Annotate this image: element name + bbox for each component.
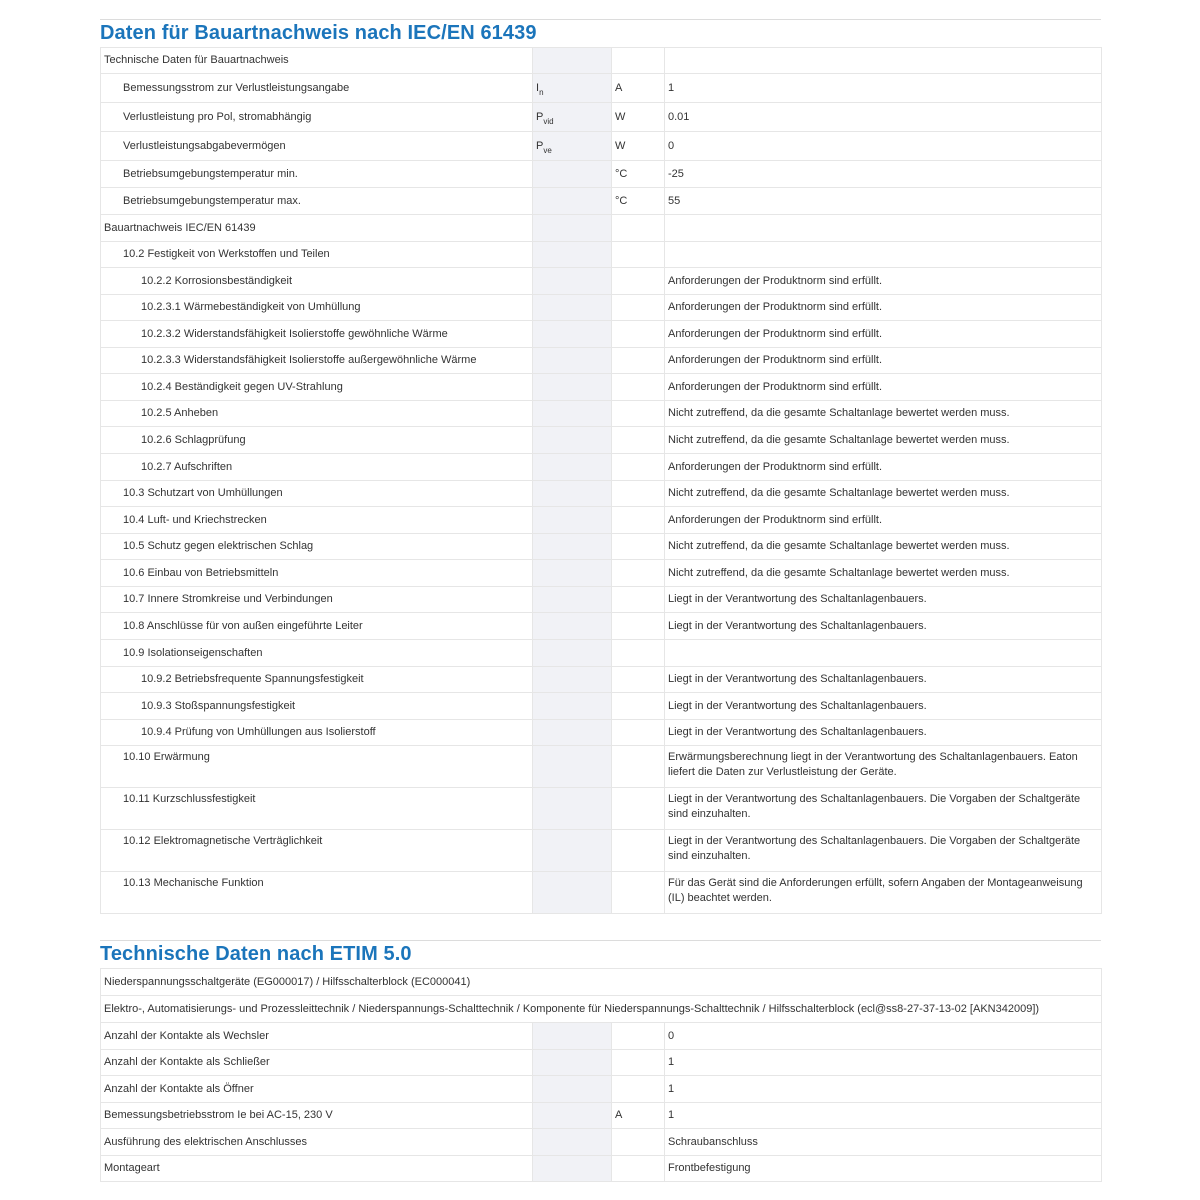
table-row: [101, 1103, 1102, 1129]
row-unit: [612, 1129, 665, 1156]
row-value: Liegt in der Verantwortung des Schaltanlagenbauers.: [665, 613, 1102, 640]
row-symbol: [533, 720, 612, 746]
row-value: Anforderungen der Produktnorm sind erfüllt.: [665, 507, 1102, 534]
row-value: [665, 640, 1102, 667]
row-value: Frontbefestigung: [665, 1156, 1102, 1182]
row-symbol: [533, 374, 612, 401]
table-row: [101, 872, 1102, 914]
row-symbol: [533, 401, 612, 427]
table-row: [101, 640, 1102, 667]
row-unit: [612, 242, 665, 268]
row-value: Liegt in der Verantwortung des Schaltanlagenbauers. Die Vorgaben der Schaltgeräte sind einzuhalten.: [665, 788, 1102, 830]
row-label: 10.10 Erwärmung: [101, 746, 533, 788]
table-row: [101, 1076, 1102, 1103]
row-value: Anforderungen der Produktnorm sind erfüllt.: [665, 454, 1102, 481]
row-label: 10.2.5 Anheben: [101, 401, 533, 427]
row-symbol: [533, 640, 612, 667]
row-label: 10.9.3 Stoßspannungsfestigkeit: [101, 693, 533, 720]
table-row: [101, 1050, 1102, 1076]
row-unit: [612, 640, 665, 667]
row-symbol: [533, 746, 612, 788]
symbol-text: P: [536, 139, 544, 152]
row-label: Montageart: [101, 1156, 533, 1182]
row-label: 10.8 Anschlüsse für von außen eingeführte Leiter: [101, 613, 533, 640]
row-unit: [612, 1050, 665, 1076]
table-row: [101, 295, 1102, 321]
row-value: 0: [665, 1023, 1102, 1050]
row-unit: [612, 374, 665, 401]
row-value: 55: [665, 188, 1102, 215]
row-symbol: [533, 161, 612, 188]
row-value: Anforderungen der Produktnorm sind erfüllt.: [665, 374, 1102, 401]
row-label: Bemessungsbetriebsstrom Ie bei AC-15, 230 V: [101, 1103, 533, 1129]
row-value: -25: [665, 161, 1102, 188]
classification-text: Elektro-, Automatisierungs- und Prozessleittechnik / Niederspannungs-Schalttechnik / Komponente für Niederspannungs-Schalttechnik / Hilfsschalterblock (ecl@ss8-27-37-13-02 [AKN342009]): [101, 996, 1102, 1023]
table-row: [101, 48, 1102, 74]
row-symbol: [533, 1129, 612, 1156]
row-symbol: [533, 693, 612, 720]
classification-row: [101, 969, 1102, 996]
row-unit: W: [612, 132, 665, 161]
row-label: 10.5 Schutz gegen elektrischen Schlag: [101, 534, 533, 560]
table-row: [101, 74, 1102, 103]
row-unit: [612, 348, 665, 374]
bauartnachweis-table: [100, 47, 1102, 914]
row-unit: [612, 454, 665, 481]
row-value: 1: [665, 74, 1102, 103]
table-row: [101, 613, 1102, 640]
row-symbol: [533, 242, 612, 268]
row-unit: [612, 401, 665, 427]
table-row: [101, 242, 1102, 268]
row-unit: W: [612, 103, 665, 132]
row-symbol: [533, 872, 612, 914]
row-symbol: [533, 454, 612, 481]
row-value: [665, 48, 1102, 74]
row-unit: A: [612, 1103, 665, 1129]
table-row: [101, 534, 1102, 560]
row-unit: [612, 746, 665, 788]
table-row: [101, 693, 1102, 720]
row-unit: [612, 321, 665, 348]
symbol-subscript: n: [539, 87, 544, 97]
row-value: Nicht zutreffend, da die gesamte Schaltanlage bewertet werden muss.: [665, 560, 1102, 587]
row-symbol: [533, 132, 612, 161]
row-value: Anforderungen der Produktnorm sind erfüllt.: [665, 321, 1102, 348]
row-unit: [612, 507, 665, 534]
row-label: Verlustleistungsabgabevermögen: [101, 132, 533, 161]
row-unit: [612, 48, 665, 74]
row-symbol: [533, 830, 612, 872]
table-row: [101, 427, 1102, 454]
symbol-subscript: vid: [543, 116, 554, 126]
classification-row: [101, 996, 1102, 1023]
row-unit: [612, 788, 665, 830]
row-unit: A: [612, 74, 665, 103]
row-unit: [612, 830, 665, 872]
table-row: [101, 188, 1102, 215]
row-label: 10.2.7 Aufschriften: [101, 454, 533, 481]
etim-table: [100, 968, 1102, 1182]
row-label: 10.9.4 Prüfung von Umhüllungen aus Isolierstoff: [101, 720, 533, 746]
row-label: 10.2.3.2 Widerstandsfähigkeit Isolierstoffe gewöhnliche Wärme: [101, 321, 533, 348]
table-row: [101, 215, 1102, 242]
row-symbol: [533, 667, 612, 693]
row-unit: [612, 295, 665, 321]
row-label: 10.11 Kurzschlussfestigkeit: [101, 788, 533, 830]
row-value: 0.01: [665, 103, 1102, 132]
row-unit: [612, 872, 665, 914]
row-unit: °C: [612, 188, 665, 215]
table-row: [101, 103, 1102, 132]
row-label: 10.13 Mechanische Funktion: [101, 872, 533, 914]
row-unit: [612, 481, 665, 507]
row-value: 1: [665, 1103, 1102, 1129]
row-symbol: [533, 788, 612, 830]
section-etim: [100, 940, 1101, 1182]
row-label: Bemessungsstrom zur Verlustleistungsangabe: [101, 74, 533, 103]
row-value: Liegt in der Verantwortung des Schaltanlagenbauers.: [665, 587, 1102, 613]
row-value: [665, 215, 1102, 242]
row-value: 1: [665, 1050, 1102, 1076]
row-value: Nicht zutreffend, da die gesamte Schaltanlage bewertet werden muss.: [665, 481, 1102, 507]
row-symbol: [533, 103, 612, 132]
row-value: [665, 242, 1102, 268]
row-value: Nicht zutreffend, da die gesamte Schaltanlage bewertet werden muss.: [665, 534, 1102, 560]
row-symbol: [533, 1156, 612, 1182]
row-label: 10.9.2 Betriebsfrequente Spannungsfestigkeit: [101, 667, 533, 693]
row-label: Bauartnachweis IEC/EN 61439: [101, 215, 533, 242]
row-value: Anforderungen der Produktnorm sind erfüllt.: [665, 268, 1102, 295]
row-symbol: [533, 613, 612, 640]
row-symbol: [533, 74, 612, 103]
row-value: Liegt in der Verantwortung des Schaltanlagenbauers.: [665, 720, 1102, 746]
row-symbol: [533, 321, 612, 348]
row-value: Für das Gerät sind die Anforderungen erfüllt, sofern Angaben der Montageanweisung (IL) beachtet werden.: [665, 872, 1102, 914]
row-symbol: [533, 587, 612, 613]
row-value: 0: [665, 132, 1102, 161]
row-label: 10.7 Innere Stromkreise und Verbindungen: [101, 587, 533, 613]
row-label: Anzahl der Kontakte als Öffner: [101, 1076, 533, 1103]
table-row: [101, 720, 1102, 746]
table-row: [101, 268, 1102, 295]
row-symbol: [533, 1076, 612, 1103]
table-row: [101, 830, 1102, 872]
row-value: Nicht zutreffend, da die gesamte Schaltanlage bewertet werden muss.: [665, 401, 1102, 427]
row-label: 10.2.2 Korrosionsbeständigkeit: [101, 268, 533, 295]
row-unit: [612, 720, 665, 746]
row-unit: [612, 534, 665, 560]
table-row: [101, 560, 1102, 587]
table-row: [101, 788, 1102, 830]
row-symbol: [533, 295, 612, 321]
row-unit: °C: [612, 161, 665, 188]
table-row: [101, 348, 1102, 374]
row-unit: [612, 268, 665, 295]
section-title: Daten für Bauartnachweis nach IEC/EN 61439: [100, 22, 537, 44]
row-symbol: [533, 507, 612, 534]
row-symbol: [533, 534, 612, 560]
row-unit: [612, 427, 665, 454]
row-label: 10.2.3.1 Wärmebeständigkeit von Umhüllung: [101, 295, 533, 321]
row-unit: [612, 693, 665, 720]
row-value: Liegt in der Verantwortung des Schaltanlagenbauers.: [665, 693, 1102, 720]
row-label: 10.6 Einbau von Betriebsmitteln: [101, 560, 533, 587]
row-label: 10.2.4 Beständigkeit gegen UV-Strahlung: [101, 374, 533, 401]
row-value: Anforderungen der Produktnorm sind erfüllt.: [665, 295, 1102, 321]
table-row: [101, 1129, 1102, 1156]
classification-text: Niederspannungsschaltgeräte (EG000017) / Hilfsschalterblock (EC000041): [101, 969, 1102, 996]
table-row: [101, 454, 1102, 481]
row-value: 1: [665, 1076, 1102, 1103]
row-label: 10.2.6 Schlagprüfung: [101, 427, 533, 454]
row-label: 10.9 Isolationseigenschaften: [101, 640, 533, 667]
row-unit: [612, 560, 665, 587]
table-row: [101, 667, 1102, 693]
table-row: [101, 481, 1102, 507]
table-row: [101, 1023, 1102, 1050]
row-label: 10.12 Elektromagnetische Verträglichkeit: [101, 830, 533, 872]
table-row: [101, 132, 1102, 161]
section-title: Technische Daten nach ETIM 5.0: [100, 943, 412, 965]
row-label: Technische Daten für Bauartnachweis: [101, 48, 533, 74]
row-value: Nicht zutreffend, da die gesamte Schaltanlage bewertet werden muss.: [665, 427, 1102, 454]
row-symbol: [533, 188, 612, 215]
row-label: Ausführung des elektrischen Anschlusses: [101, 1129, 533, 1156]
row-symbol: [533, 1050, 612, 1076]
row-unit: [612, 1023, 665, 1050]
table-row: [101, 374, 1102, 401]
symbol-text: P: [536, 110, 544, 123]
row-symbol: [533, 1103, 612, 1129]
row-symbol: [533, 1023, 612, 1050]
row-symbol: [533, 48, 612, 74]
row-unit: [612, 587, 665, 613]
row-symbol: [533, 481, 612, 507]
row-unit: [612, 667, 665, 693]
row-label: Betriebsumgebungstemperatur min.: [101, 161, 533, 188]
symbol-subscript: ve: [543, 145, 552, 155]
row-symbol: [533, 560, 612, 587]
row-symbol: [533, 268, 612, 295]
table-row: [101, 1156, 1102, 1182]
row-label: Anzahl der Kontakte als Schließer: [101, 1050, 533, 1076]
row-unit: [612, 1156, 665, 1182]
row-label: 10.2.3.3 Widerstandsfähigkeit Isolierstoffe außergewöhnliche Wärme: [101, 348, 533, 374]
row-unit: [612, 215, 665, 242]
row-label: 10.4 Luft- und Kriechstrecken: [101, 507, 533, 534]
row-label: Betriebsumgebungstemperatur max.: [101, 188, 533, 215]
row-label: 10.3 Schutzart von Umhüllungen: [101, 481, 533, 507]
table-row: [101, 401, 1102, 427]
row-label: Anzahl der Kontakte als Wechsler: [101, 1023, 533, 1050]
row-value: Anforderungen der Produktnorm sind erfüllt.: [665, 348, 1102, 374]
row-label: Verlustleistung pro Pol, stromabhängig: [101, 103, 533, 132]
table-row: [101, 507, 1102, 534]
table-row: [101, 587, 1102, 613]
table-row: [101, 321, 1102, 348]
row-label: 10.2 Festigkeit von Werkstoffen und Teilen: [101, 242, 533, 268]
section-bauartnachweis: [100, 0, 1101, 914]
row-value: Erwärmungsberechnung liegt in der Verantwortung des Schaltanlagenbauers. Eaton liefert die Daten zur Verlustleistung der Geräte.: [665, 746, 1102, 788]
row-unit: [612, 1076, 665, 1103]
row-symbol: [533, 348, 612, 374]
row-symbol: [533, 215, 612, 242]
table-row: [101, 746, 1102, 788]
row-value: Schraubanschluss: [665, 1129, 1102, 1156]
row-unit: [612, 613, 665, 640]
row-value: Liegt in der Verantwortung des Schaltanlagenbauers. Die Vorgaben der Schaltgeräte sind einzuhalten.: [665, 830, 1102, 872]
row-value: Liegt in der Verantwortung des Schaltanlagenbauers.: [665, 667, 1102, 693]
table-row: [101, 161, 1102, 188]
symbol-text: I: [536, 81, 540, 94]
row-symbol: [533, 427, 612, 454]
